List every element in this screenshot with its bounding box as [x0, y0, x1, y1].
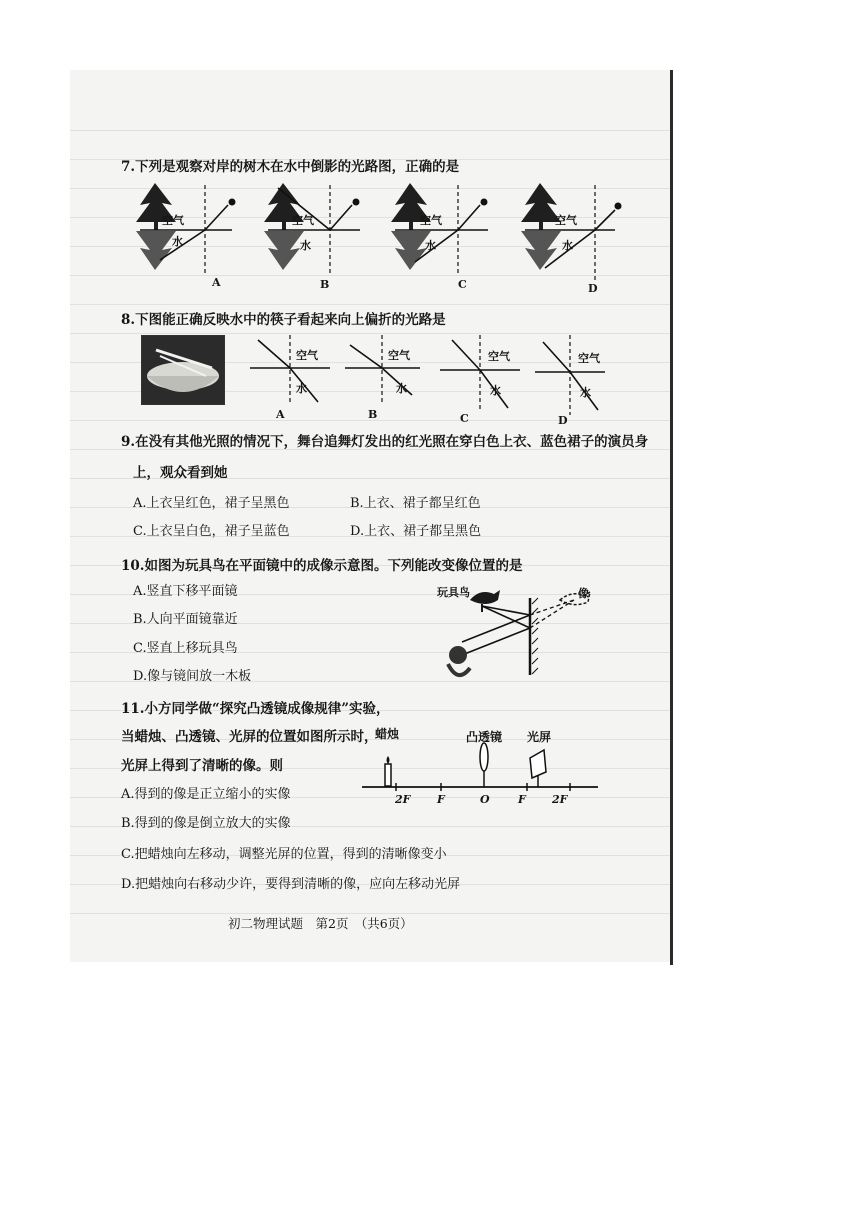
q11-axis-o: O — [480, 793, 490, 806]
q9-option-d: D.上衣、裙子都呈黑色 — [350, 524, 482, 539]
q7-d-air-label: 空气 — [555, 214, 577, 227]
q9-option-b: B.上衣、裙子都呈红色 — [350, 496, 481, 511]
candle-icon — [385, 764, 391, 786]
q11-stem-line3: 光屏上得到了清晰的像。则 — [121, 758, 283, 774]
q8-option-b-letter: B — [368, 408, 378, 421]
q9-option-a: A.上衣呈红色，裙子呈黑色 — [133, 496, 290, 511]
q7-stem: 7.下列是观察对岸的树木在水中倒影的光路图，正确的是 — [121, 159, 460, 175]
q8-a-water-label: 水 — [296, 382, 307, 395]
q8-b-water-label: 水 — [396, 382, 407, 395]
q8-a-air-label: 空气 — [296, 349, 318, 362]
q8-option-d-letter: D — [558, 414, 568, 427]
q7-option-c-letter: C — [458, 278, 467, 291]
q7-option-b-letter: B — [320, 278, 330, 291]
q11-stem-line1: 11.小方同学做“探究凸透镜成像规律”实验， — [121, 701, 390, 717]
q9-stem-line2: 上，观众看到她 — [133, 465, 228, 481]
q7-d-water-label: 水 — [562, 239, 573, 252]
q10-option-c: C.竖直上移玩具鸟 — [133, 641, 238, 656]
q9-option-c: C.上衣呈白色，裙子呈蓝色 — [133, 524, 290, 539]
q7-a-air-label: 空气 — [162, 214, 184, 227]
q8-option-a-letter: A — [276, 408, 285, 421]
q9-stem-line1: 9.在没有其他光照的情况下，舞台追舞灯发出的红光照在穿白色上衣、蓝色裙子的演员身 — [121, 434, 649, 450]
convex-lens-icon — [480, 743, 488, 771]
q7-c-water-label: 水 — [425, 239, 436, 252]
q10-option-b: B.人向平面镜靠近 — [133, 612, 238, 627]
q8-stem: 8.下图能正确反映水中的筷子看起来向上偏折的光路是 — [121, 312, 446, 328]
q8-b-air-label: 空气 — [388, 349, 410, 362]
q11-option-b: B.得到的像是倒立放大的实像 — [121, 816, 291, 831]
q10-toy-bird-label: 玩具鸟 — [437, 586, 470, 599]
q8-d-water-label: 水 — [580, 386, 591, 399]
q7-option-a-letter: A — [212, 276, 221, 289]
q11-option-c: C.把蜡烛向左移动，调整光屏的位置，得到的清晰像变小 — [121, 847, 447, 862]
q11-option-a: A.得到的像是正立缩小的实像 — [121, 787, 291, 802]
q10-option-d: D.像与镜间放一木板 — [133, 669, 252, 684]
q10-option-a: A.竖直下移平面镜 — [133, 584, 238, 599]
q11-option-d: D.把蜡烛向右移动少许，要得到清晰的像，应向左移动光屏 — [121, 877, 461, 892]
q11-candle-label: 蜡烛 — [375, 727, 400, 741]
q7-b-water-label: 水 — [300, 239, 311, 252]
q7-a-water-label: 水 — [172, 235, 183, 248]
q8-c-air-label: 空气 — [488, 350, 510, 363]
q8-d-air-label: 空气 — [578, 352, 600, 365]
light-screen-icon — [530, 750, 546, 778]
page-footer: 初二物理试题 第2页 （共6页） — [228, 916, 413, 931]
q10-stem: 10.如图为玩具鸟在平面镜中的成像示意图。下列能改变像位置的是 — [121, 558, 523, 574]
q7-b-air-label: 空气 — [292, 214, 314, 227]
q8-c-water-label: 水 — [490, 384, 501, 397]
q11-axis-2f-right: 2F — [552, 793, 568, 806]
q11-lens-label: 凸透镜 — [466, 730, 503, 744]
q8-option-c-letter: C — [460, 412, 469, 425]
q7-option-d-letter: D — [588, 282, 598, 295]
q11-axis-f-right: F — [518, 793, 526, 806]
q11-axis-2f-left: 2F — [395, 793, 411, 806]
q10-image-label: 像 — [578, 587, 589, 600]
q11-stem-line2: 当蜡烛、凸透镜、光屏的位置如图所示时， — [121, 729, 378, 745]
q11-screen-label: 光屏 — [527, 730, 552, 744]
q7-c-air-label: 空气 — [420, 214, 442, 227]
q11-axis-f-left: F — [437, 793, 445, 806]
